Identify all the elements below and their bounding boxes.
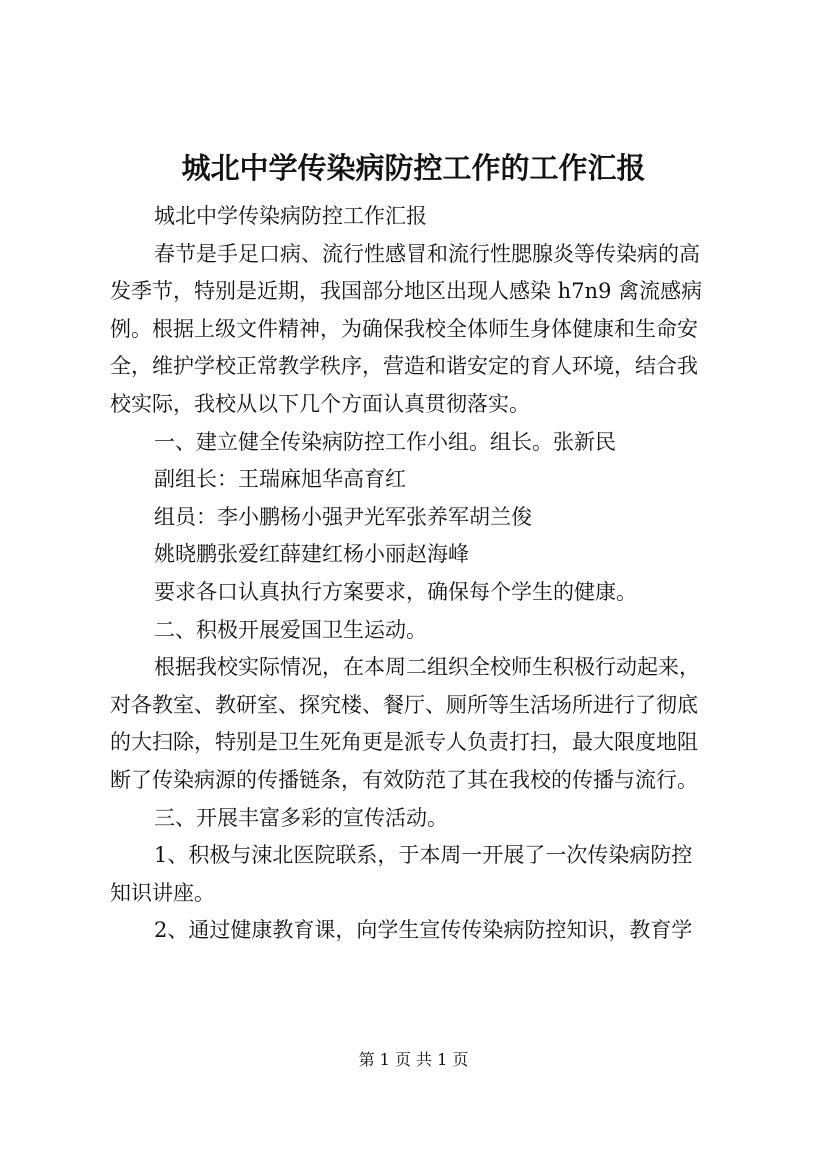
- members-line-1: 组员：李小鹏杨小强尹光军张养军胡兰俊: [154, 504, 532, 529]
- document-body: [110, 198, 740, 950]
- text-line: 根据我校实际情况，在本周二组织全校师生积极行动起来，: [154, 655, 700, 680]
- document-subtitle: 城北中学传染病防控工作汇报: [154, 204, 427, 228]
- text-line: 知识讲座。: [110, 880, 215, 905]
- item2-paragraph: [110, 912, 740, 950]
- text-line: 发季节，特别是近期，我国部分地区出现人感染 h7n9 禽流感病: [110, 279, 703, 304]
- text-line: 全，维护学校正常教学秩序，营造和谐安定的育人环境，结合我: [110, 354, 698, 379]
- requirement-line: 要求各口认真执行方案要求，确保每个学生的健康。: [154, 579, 637, 604]
- text-line: 1、积极与涑北医院联系，于本周一开展了一次传染病防控: [154, 843, 693, 868]
- section2-paragraph: [110, 649, 740, 799]
- text-line: 对各教室、教研室、探究楼、餐厅、厕所等生活场所进行了彻底: [110, 692, 698, 717]
- intro-paragraph: [110, 236, 740, 424]
- text-line: 2、通过健康教育课，向学生宣传传染病防控知识，教育学: [154, 918, 693, 943]
- members-line-2: 姚晓鹏张爱红薛建红杨小丽赵海峰: [154, 542, 469, 567]
- text-line: 断了传染病源的传播链条，有效防范了其在我校的传播与流行。: [110, 767, 698, 792]
- item1-paragraph: [110, 837, 740, 912]
- vice-leaders-line: 副组长：王瑞麻旭华高育红: [154, 467, 406, 492]
- document-title: 城北中学传染病防控工作的工作汇报: [181, 151, 646, 185]
- text-line: 的大扫除，特别是卫生死角更是派专人负责打扫，最大限度地阻: [110, 730, 698, 755]
- section-heading-1: 一、建立健全传染病防控工作小组。组长。张新民: [154, 429, 616, 454]
- text-line: 校实际，我校从以下几个方面认真贯彻落实。: [110, 391, 530, 416]
- text-line: 春节是手足口病、流行性感冒和流行性腮腺炎等传染病的高: [154, 241, 700, 266]
- section-heading-3: 三、开展丰富多彩的宣传活动。: [154, 805, 448, 830]
- page-footer: 第 1 页 共 1 页: [358, 1050, 469, 1069]
- section-heading-2: 二、积极开展爱国卫生运动。: [154, 617, 427, 642]
- text-line: 例。根据上级文件精神，为确保我校全体师生身体健康和生命安: [110, 316, 698, 341]
